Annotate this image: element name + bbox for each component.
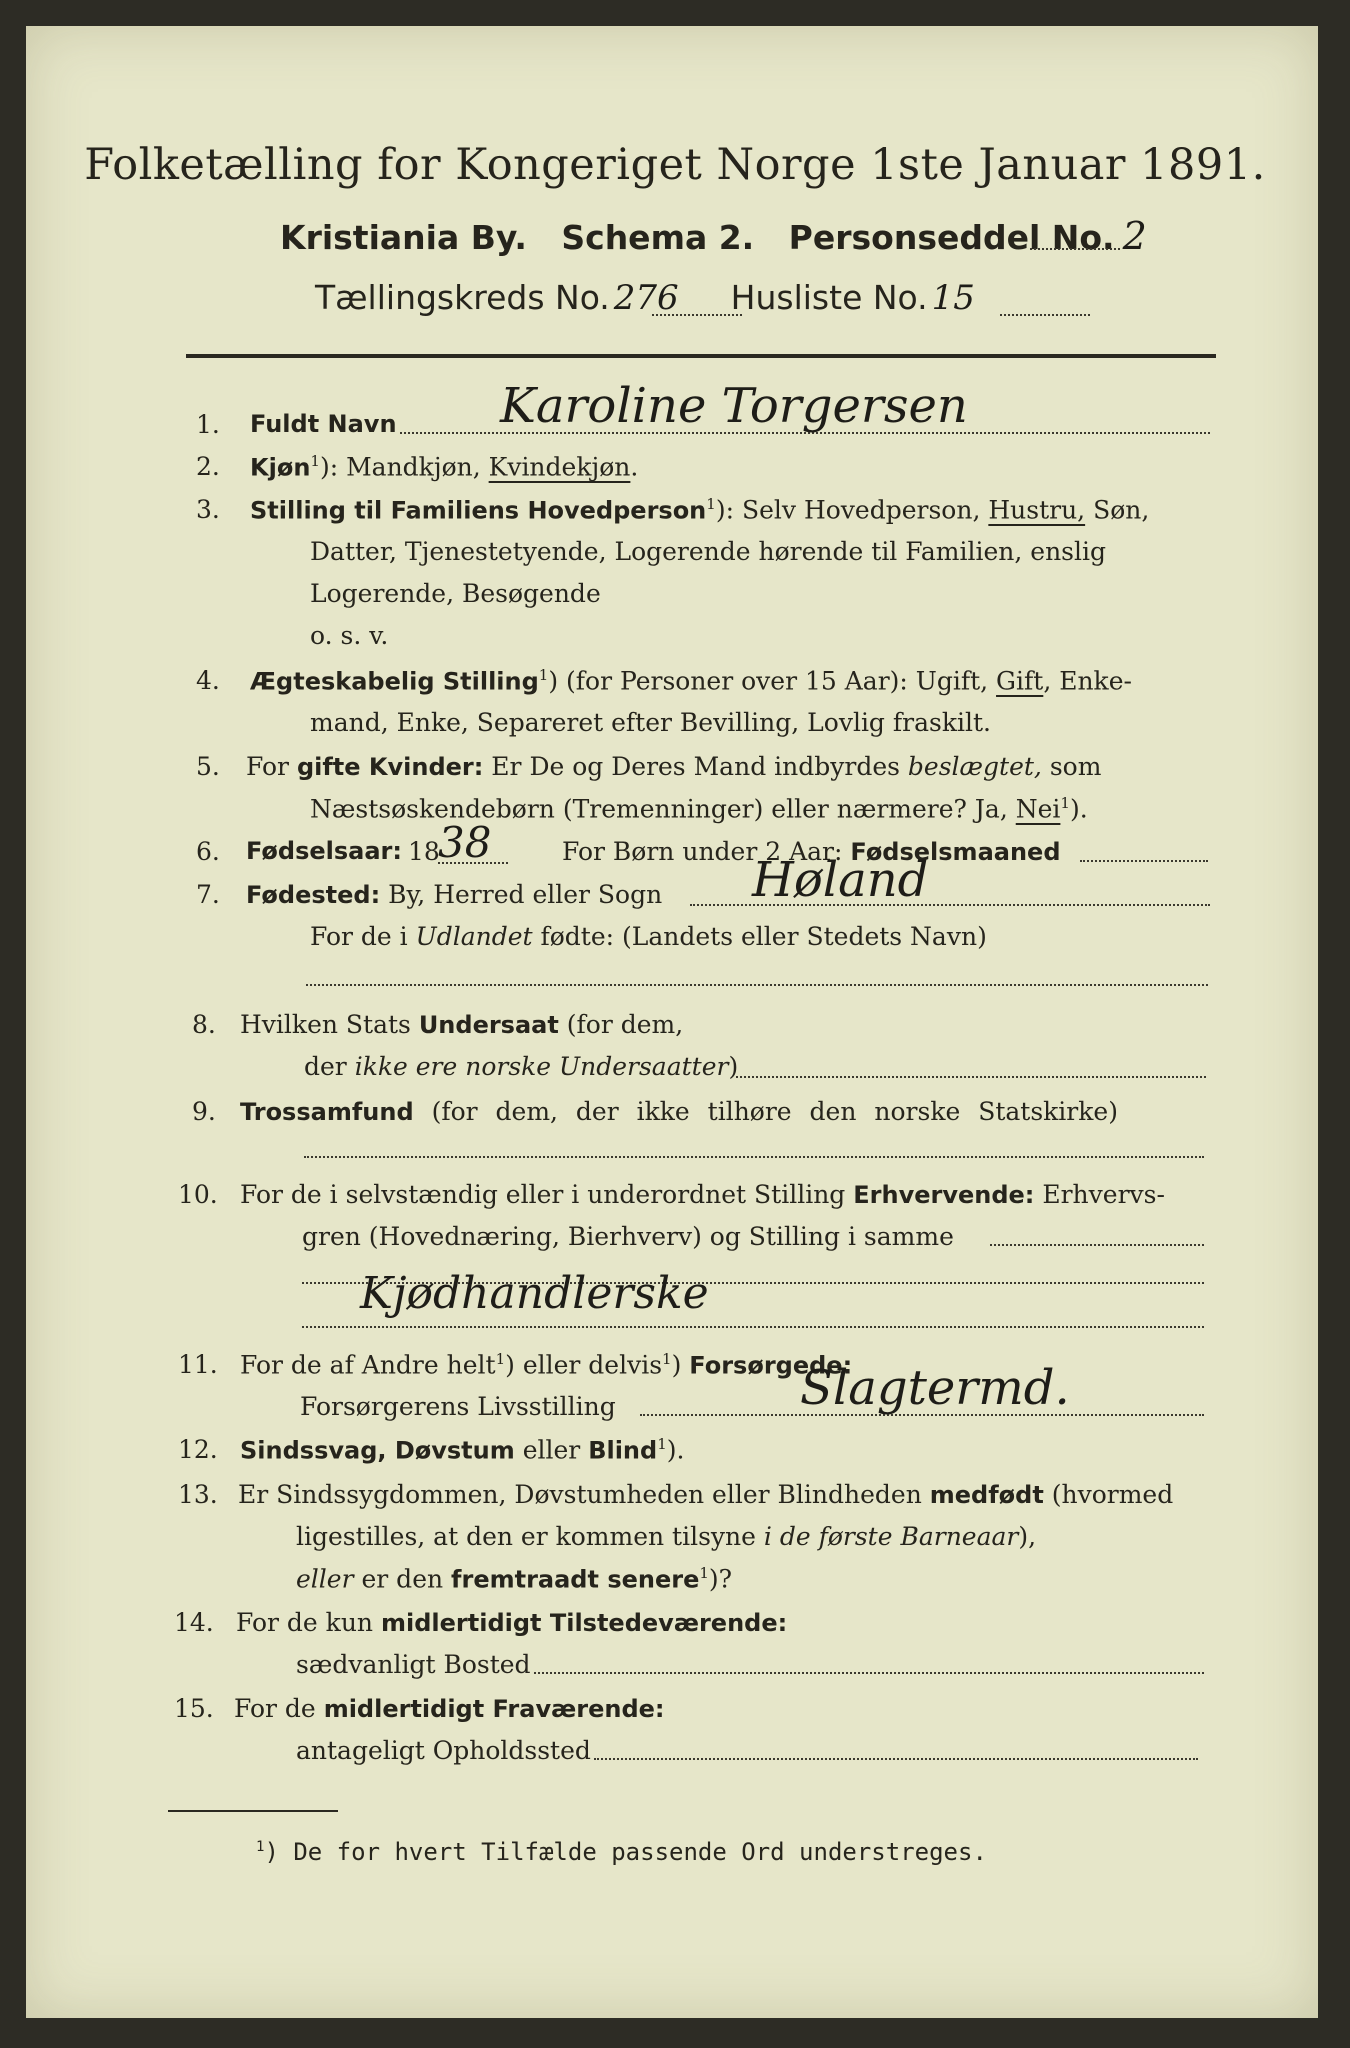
q2-end: . [630,452,639,482]
q15-dots [594,1758,1198,1760]
item-number: 5. [196,752,220,781]
q3-end: Søn, [1085,495,1150,525]
q11-row [240,1350,852,1379]
q8-line2-end: ) [728,1052,739,1081]
q10-text: For de i selvstændig eller i underordnet Stilling [240,1180,854,1209]
q5-line2-text: Næstsøskendebørn (Tremenninger) eller nærmere? Ja, [310,794,1016,824]
q13-line3-italic: eller [296,1564,354,1594]
q12-sup: 1 [657,1435,667,1453]
personseddel-label: Personseddel No. [788,218,1115,257]
q5-text-b: Er De og Deres Mand indbyrdes [483,752,908,781]
q2-answer-underlined: Kvindekjøn [488,452,631,482]
q8-text-b: (for dem, [558,1010,684,1039]
q5-end: som [1041,752,1102,781]
q8-dots [736,1076,1206,1078]
q6-year-dots [438,862,508,864]
item-number: 7. [196,880,220,909]
person-number-dots [1030,248,1120,250]
item-number: 3. [196,495,220,524]
q10-dots [990,1244,1204,1246]
q9-text: (for dem, der ikke tilhøre den norske Statskirke) [413,1097,1118,1126]
q10-line2: gren (Hovednæring, Bierhverv) og Stilling i samme [302,1222,954,1251]
q13-line3 [296,1564,732,1593]
kreds-number: 276 [613,278,679,318]
q11-sup2: 1 [662,1350,672,1368]
q7-label: Fødested: [246,881,381,909]
q15-row [234,1694,665,1723]
q14-row [236,1608,787,1637]
item-number: 12. [178,1435,218,1464]
form-subtitle-2 [315,278,975,318]
q3-sup: 1 [706,495,716,513]
q8-label: Undersaat [418,1011,559,1039]
q13-italic: i de første Barneaar [763,1522,1019,1551]
q10-text-b: Erhvervs- [1034,1180,1165,1209]
q6-year-prefix: 18 [408,837,440,866]
husliste-dots [1000,314,1090,316]
item-number: 10. [178,1180,218,1209]
q9-row [240,1097,1118,1126]
form-subtitle [280,214,1147,258]
q9-dots [304,1156,1204,1158]
q13-line3-text: er den [353,1564,452,1594]
q13-text-b: (hvormed [1043,1480,1174,1509]
q13-line2 [296,1522,1036,1551]
q5-answer-underlined: Nei [1015,794,1061,824]
q13-row [238,1480,1173,1509]
item-number: 4. [196,666,220,695]
q8-text: Hvilken Stats [240,1010,419,1039]
q4-line2: mand, Enke, Separeret efter Bevilling, Lovlig fraskilt. [310,708,991,737]
husliste-number: 15 [931,278,975,318]
q4-answer-underlined: Gift [996,666,1044,696]
q14-dots [534,1672,1204,1674]
q7-line2-end: fødte: (Landets eller Stedets Navn) [532,922,987,951]
q6-year-answer: 38 [438,818,492,867]
q2-row [250,452,638,481]
q6-label2: Fødselsmaaned [850,838,1061,866]
husliste-label: Husliste No. [730,278,928,317]
footnote-sup: 1 [256,1839,265,1855]
q10-row [240,1180,1165,1209]
q5-text: For [246,752,297,781]
q2-sup: 1 [310,452,320,470]
footnote-text: ) De for hvert Tilfælde passende Ord understreges. [264,1838,987,1866]
q7-line3-dots [306,984,1208,986]
item-number: 15. [174,1694,214,1723]
q4-sup: 1 [538,666,549,684]
q2-text: ): Mandkjøn, [319,452,489,482]
q7-answer: Høland [752,852,929,908]
q15-text: For de [234,1694,324,1723]
q11-line2: Forsørgerens Livsstilling [300,1392,616,1421]
q13-line2-text: ligestilles, at den er kommen tilsyne [296,1522,764,1551]
q3-line4: o. s. v. [310,621,389,650]
q13-line2-end: ), [1018,1522,1037,1551]
person-number: 2 [1122,214,1147,258]
q3-line3: Logerende, Besøgende [310,579,601,608]
q1-label: Fuldt Navn [250,410,397,438]
q5-line2 [310,794,1088,823]
q6-label: Fødselsaar: [246,837,402,865]
footnote [256,1838,987,1866]
q12-end: ). [666,1435,685,1465]
schema-label: Schema 2. [561,218,755,257]
q12-label2: Blind [588,1436,658,1465]
form-title: Folketælling for Kongeriget Norge 1ste Januar 1891. [84,140,1266,190]
q4-label: Ægteskabelig Stilling [250,667,539,696]
q4-end: , Enke- [1043,666,1132,696]
item-number: 11. [178,1350,218,1379]
q7-row [246,880,662,909]
q5-row [246,752,1101,781]
q11-label: Forsørgede: [689,1351,853,1380]
q1-answer: Karoline Torgersen [500,378,968,434]
q5-line2-end: ). [1069,794,1088,824]
q8-italic: ikke ere norske Undersaatter [354,1052,729,1081]
q11-sup: 1 [495,1350,506,1368]
footnote-rule [168,1810,338,1812]
q11-answer: Slagtermd. [800,1360,1070,1416]
q3-text: ): Selv Hovedperson, [715,495,989,525]
q15-label: midlertidigt Fraværende: [323,1695,665,1723]
q12-text: eller [514,1435,589,1465]
q14-label: midlertidigt Tilstedeværende: [380,1609,788,1637]
q7-text: By, Herred eller Sogn [380,880,663,909]
q15-line2: antageligt Opholdssted [296,1736,591,1765]
q7-line2 [310,922,987,951]
item-number: 13. [178,1480,218,1509]
q2-label: Kjøn [250,453,311,482]
q4-row [250,666,1132,695]
q14-line2: sædvanligt Bosted [296,1650,531,1679]
q8-line2-text: der [304,1052,355,1081]
q10-answer: Kjødhandlerske [360,1268,709,1319]
q3-label: Stilling til Familiens Hovedperson [250,496,707,525]
q6-text: For Børn under 2 Aar: [562,837,851,866]
q11-text: For de af Andre helt [240,1350,496,1380]
q8-line2 [304,1052,738,1081]
q13-sup: 1 [699,1564,709,1582]
q3-line2: Datter, Tjenestetyende, Logerende hørende til Familien, enslig [310,537,1107,566]
q14-text: For de kun [236,1608,381,1637]
q7-line2-text: For de i [310,922,416,951]
q7-italic: Udlandet [415,922,533,951]
q8-row [240,1010,683,1039]
q12-row [240,1435,684,1464]
q6-month-dots [1080,860,1208,862]
q5-label: gifte Kvinder: [296,753,484,781]
item-number: 6. [196,837,220,866]
q3-answer-underlined: Hustru, [988,495,1086,525]
kreds-label: Tællingskreds No. [315,278,610,317]
q13-line3-label: fremtraadt senere [451,1565,700,1594]
q13-line3-end: )? [708,1564,733,1594]
item-number: 9. [192,1097,216,1126]
q11-text-b: ) eller delvis [505,1350,663,1380]
q12-label: Sindssvag, Døvstum [240,1436,515,1465]
q4-text: ) (for Personer over 15 Aar): Ugift, [548,666,997,696]
q5-sup: 1 [1060,794,1070,812]
item-number: 14. [174,1608,214,1637]
q13-text: Er Sindssygdommen, Døvstumheden eller Blindheden [238,1480,930,1509]
q13-label: medfødt [929,1481,1044,1509]
q11-text-c: ) [671,1350,690,1380]
city-label: Kristiania By. [280,218,527,257]
header-rule [186,354,1216,358]
q10-line4-dots [302,1326,1204,1328]
item-number: 1. [196,410,220,439]
item-number: 8. [192,1010,216,1039]
q5-italic: beslægtet, [907,752,1042,781]
q10-label: Erhvervende: [853,1181,1035,1209]
kreds-dots [652,314,742,316]
q9-label: Trossamfund [240,1098,414,1126]
item-number: 2. [196,452,220,481]
q3-row [250,495,1149,524]
